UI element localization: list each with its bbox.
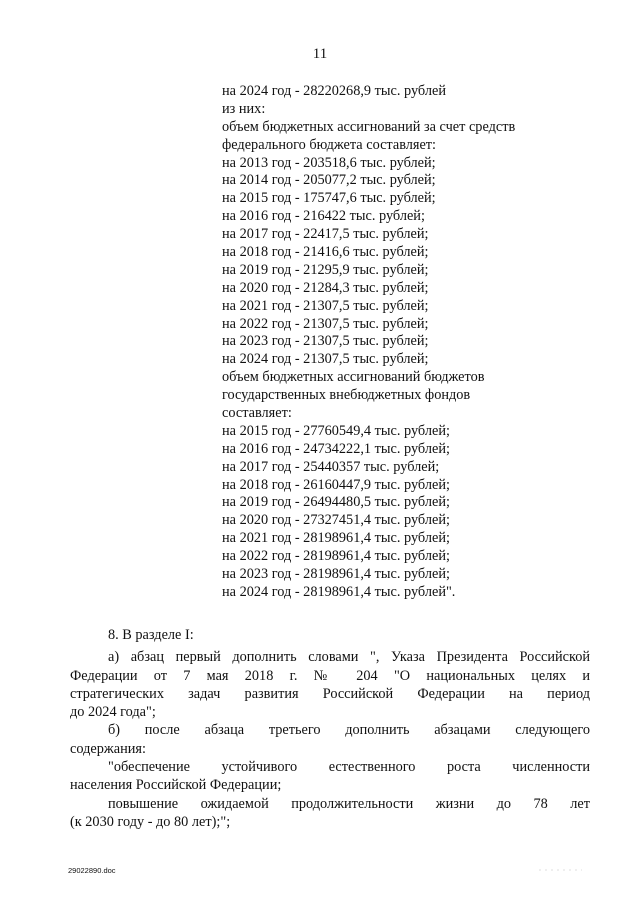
budget-line: объем бюджетных ассигнований бюджетов (222, 369, 485, 386)
budget-line: федерального бюджета составляет: (222, 136, 437, 153)
quote-line: повышение ожидаемой продолжительности жизни до 78 лет (108, 795, 590, 812)
budget-line: на 2020 год - 27327451,4 тыс. рублей; (222, 512, 450, 529)
scan-artifact (537, 868, 582, 872)
budget-line: на 2024 год - 28198961,4 тыс. рублей". (222, 583, 456, 600)
budget-line: на 2023 год - 28198961,4 тыс. рублей; (222, 566, 450, 583)
budget-line: на 2022 год - 21307,5 тыс. рублей; (222, 315, 429, 332)
budget-line: на 2021 год - 21307,5 тыс. рублей; (222, 297, 429, 314)
budget-line: на 2020 год - 21284,3 тыс. рублей; (222, 279, 429, 296)
budget-line: на 2017 год - 22417,5 тыс. рублей; (222, 226, 429, 243)
item-a-line: Федерации от 7 мая 2018 г. № 204 "О национальных целях и (70, 667, 590, 684)
budget-line: на 2016 год - 24734222,1 тыс. рублей; (222, 440, 450, 457)
budget-line: объем бюджетных ассигнований за счет средств (222, 118, 516, 135)
item-b-line: б) после абзаца третьего дополнить абзацами следующего (108, 722, 590, 739)
budget-line: на 2014 год - 205077,2 тыс. рублей; (222, 172, 436, 189)
budget-line: на 2019 год - 26494480,5 тыс. рублей; (222, 494, 450, 511)
budget-line: на 2024 год - 28220268,9 тыс. рублей (222, 83, 446, 99)
budget-line: на 2017 год - 25440357 тыс. рублей; (222, 458, 440, 475)
budget-line: на 2023 год - 21307,5 тыс. рублей; (222, 333, 429, 350)
budget-line: составляет: (222, 405, 292, 422)
item-a-line: до 2024 года"; (70, 704, 156, 721)
budget-line: на 2018 год - 21416,6 тыс. рублей; (222, 244, 429, 261)
budget-allocation-list (222, 83, 522, 602)
amendments-section (70, 626, 590, 831)
budget-line: на 2024 год - 21307,5 тыс. рублей; (222, 351, 429, 368)
budget-line: на 2016 год - 216422 тыс. рублей; (222, 208, 425, 225)
budget-line: из них: (222, 100, 266, 117)
section-heading: 8. В разделе I: (108, 627, 194, 643)
budget-line: государственных внебюджетных фондов (222, 387, 471, 404)
budget-line: на 2015 год - 27760549,4 тыс. рублей; (222, 422, 450, 439)
quote-line: населения Российской Федерации; (70, 777, 282, 794)
quote-line: "обеспечение устойчивого естественного роста численности (108, 759, 590, 776)
footer-filename: 29022890.doc (68, 866, 116, 875)
budget-line: на 2013 год - 203518,6 тыс. рублей; (222, 154, 436, 171)
budget-line: на 2022 год - 28198961,4 тыс. рублей; (222, 548, 450, 565)
budget-line: на 2018 год - 26160447,9 тыс. рублей; (222, 476, 450, 493)
page-number: 11 (312, 46, 328, 62)
quote-line: (к 2030 году - до 80 лет);"; (70, 813, 231, 830)
budget-line: на 2015 год - 175747,6 тыс. рублей; (222, 190, 436, 207)
item-b-line: содержания: (70, 740, 146, 757)
item-a-line: а) абзац первый дополнить словами ", Указа Президента Российской (108, 649, 590, 666)
budget-line: на 2021 год - 28198961,4 тыс. рублей; (222, 530, 450, 547)
item-a-line: стратегических задач развития Российской Федерации на период (70, 685, 590, 702)
budget-line: на 2019 год - 21295,9 тыс. рублей; (222, 261, 429, 278)
